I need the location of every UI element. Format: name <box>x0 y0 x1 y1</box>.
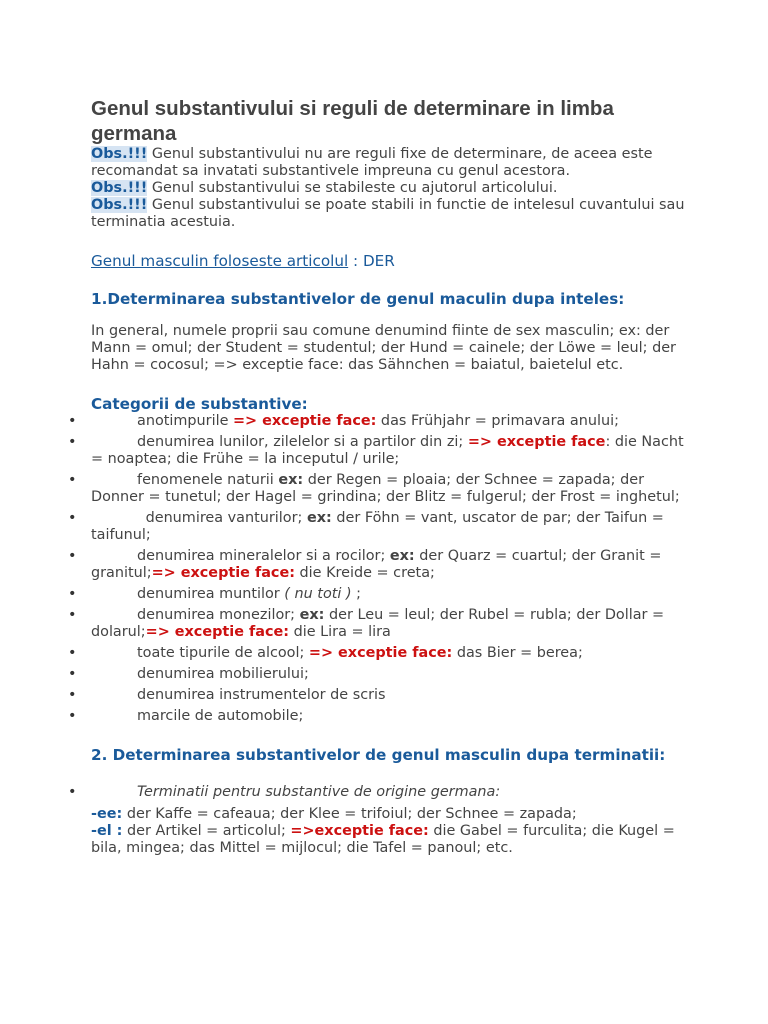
item-text: marcile de automobile; <box>137 708 304 724</box>
exception-label: => exceptie face: <box>145 624 289 640</box>
section1-heading: 1.Determinarea substantivelor de genul maculin dupa inteles: <box>91 290 625 308</box>
obs-label: Obs.!!! <box>91 197 148 213</box>
item-text: anotimpurile <box>137 413 233 429</box>
list-item <box>91 434 691 468</box>
el-text: die Gabel = furculita; die Kugel = bila, mingea; das Mittel = mijlocul; die Tafel = panoul; etc. <box>91 823 675 856</box>
example-label: ex: <box>389 548 415 564</box>
document-content <box>91 96 691 857</box>
item-text: toate tipurile de alcool; <box>137 645 309 661</box>
item-text: denumirea mobilierului; <box>137 666 309 682</box>
item-text: der Föhn = vant, uscator de par; der Taifun = taifunul; <box>91 510 664 543</box>
section2-heading: 2. Determinarea substantivelor de genul masculin dupa terminatii: <box>91 746 666 764</box>
ee-paragraph <box>91 806 691 857</box>
item-text: denumirea muntilor <box>137 586 285 602</box>
ee-text: der Kaffe = cafeaua; der Klee = trifoiul; der Schnee = zapada; <box>122 806 577 822</box>
item-text: denumirea vanturilor; <box>141 510 307 526</box>
item-text: die Kreide = creta; <box>294 565 435 581</box>
exception-label: => exceptie face: <box>308 645 453 661</box>
list-item <box>91 413 691 430</box>
item-text: : die Nacht = noaptea; die Frühe = la inceputul / urile; <box>91 434 684 467</box>
obs-text-1: Genul substantivului nu are reguli fixe de determinare, de aceea este recomandat sa invatati substantivele impreuna cu genul acestora. <box>91 146 653 179</box>
list-item <box>91 586 691 603</box>
obs-label: Obs.!!! <box>91 180 148 196</box>
general-paragraph: In general, numele proprii sau comune denumind fiinte de sex masculin; ex: der Mann = omul; der Student = studentul; der Hund = cainele; der Löwe = leul; der Hahn = cocosul; => exceptie face: das Sähnchen = baiatul, baietelul etc. <box>91 323 676 373</box>
list-item <box>91 708 691 725</box>
list-item <box>91 548 691 582</box>
item-text: denumirea instrumentelor de scris <box>137 687 386 703</box>
example-label: ex: <box>299 607 325 623</box>
item-text: der Regen = ploaia; der Schnee = zapada; der Donner = tunetul; der Hagel = grindina; der Blitz = fulgerul; der Frost = inghetul; <box>91 472 680 505</box>
item-text: der Leu = leul; der Rubel = rubla; der Dollar = dolarul; <box>91 607 665 640</box>
obs-paragraph-3 <box>91 197 691 231</box>
obs-text-3: Genul substantivului se poate stabili in functie de intelesul cuvantului sau terminatia acestuia. <box>91 197 685 230</box>
list-item <box>91 607 691 641</box>
item-text: fenomenele naturii <box>137 472 279 488</box>
example-label: ex: <box>306 510 332 526</box>
el-label: -el : <box>91 823 123 839</box>
item-text: der Quarz = cuartul; der Granit = granitul; <box>91 548 662 581</box>
exception-label: => exceptie face <box>467 434 606 450</box>
item-text: denumirea mineralelor si a rocilor; <box>137 548 390 564</box>
item-text: denumirea monezilor; <box>137 607 300 623</box>
list-item <box>91 666 691 683</box>
page-title: Genul substantivului si reguli de determinare in limba germana <box>91 97 614 145</box>
obs-paragraph-1 <box>91 146 691 180</box>
obs-paragraph-2 <box>91 180 691 197</box>
list-item <box>91 687 691 704</box>
el-text: der Artikel = articolul; <box>122 823 291 839</box>
item-text: ; <box>351 586 362 602</box>
item-text: denumirea lunilor, zilelelor si a partilor din zi; <box>137 434 468 450</box>
exception-label: => exceptie face: <box>233 413 377 429</box>
categories-heading: Categorii de substantive: <box>91 395 308 413</box>
item-note: ( nu toti ) <box>284 586 352 602</box>
list-item <box>91 645 691 662</box>
exception-label: => exceptie face: <box>151 565 295 581</box>
list-item <box>91 472 691 506</box>
categories-list <box>91 413 691 725</box>
masculine-article-link[interactable]: Genul masculin foloseste articolul <box>91 252 349 270</box>
obs-label: Obs.!!! <box>91 146 148 162</box>
item-text: die Lira = lira <box>289 624 391 640</box>
terminations-intro: Terminatii pentru substantive de origine germana: <box>137 784 501 800</box>
list-item <box>91 510 691 544</box>
terminations-list <box>91 784 691 801</box>
ee-label: -ee: <box>91 806 123 822</box>
obs-text-2: Genul substantivului se stabileste cu ajutorul articolului. <box>147 180 558 196</box>
item-text: das Bier = berea; <box>452 645 583 661</box>
list-item <box>91 784 691 801</box>
masculine-article-heading <box>91 253 691 270</box>
exception-label: =>exceptie face: <box>290 823 429 839</box>
example-label: ex: <box>278 472 304 488</box>
masculine-article-suffix: : DER <box>348 252 395 270</box>
item-text: das Frühjahr = primavara anului; <box>376 413 619 429</box>
